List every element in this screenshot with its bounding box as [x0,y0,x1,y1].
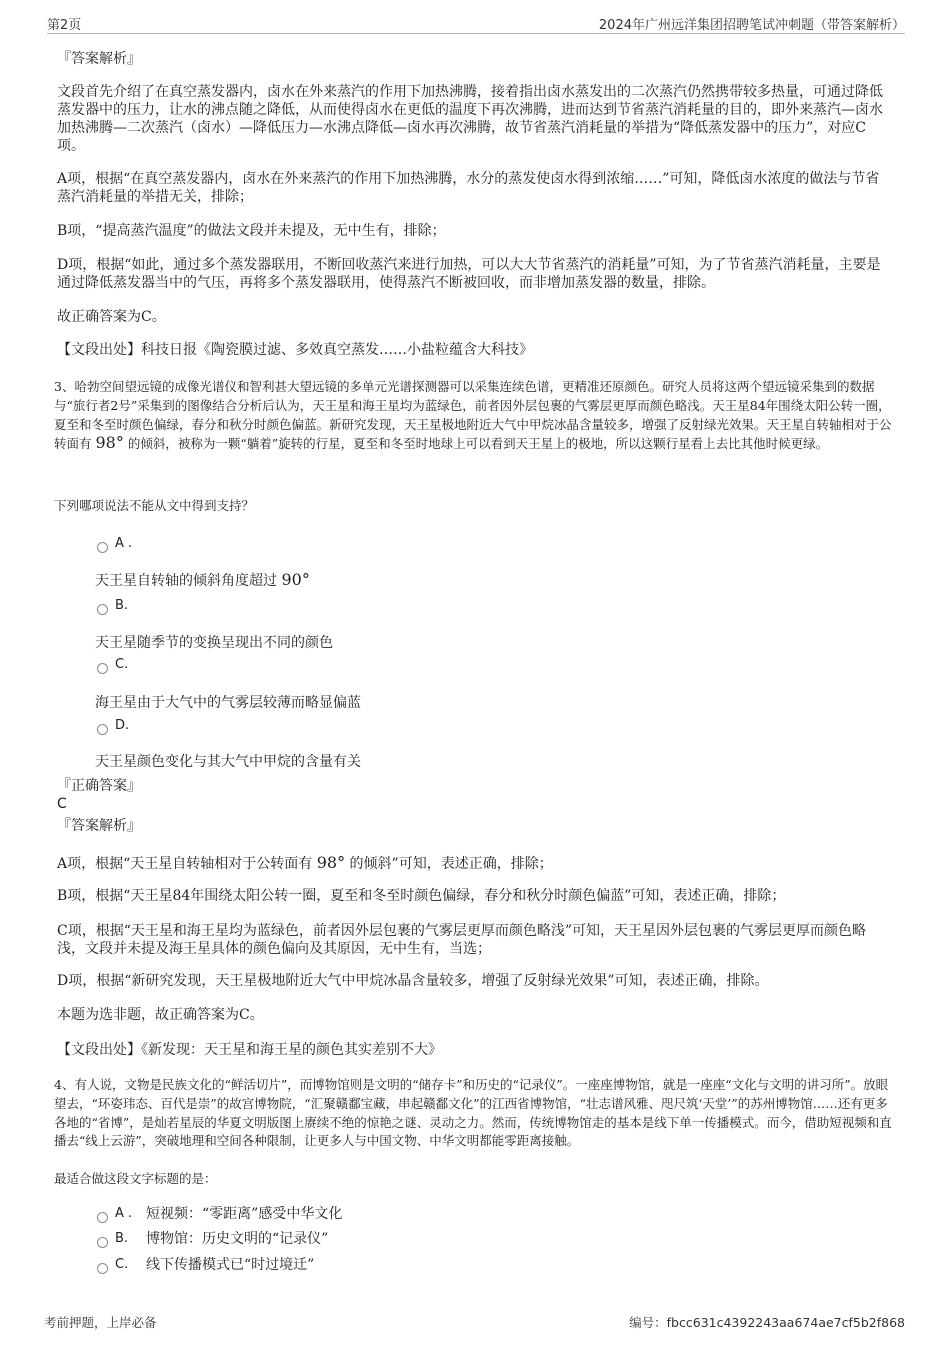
q3-answer-heading: 『正确答案』 [57,778,141,794]
q4-option-a-label: A . [115,1206,133,1221]
q3-analysis-a-angle: 98° [316,853,346,872]
q2-source: 【文段出处】科技日报《陶瓷膜过滤、多效真空蒸发……小盐粒蕴含大科技》 [57,342,533,358]
q2-analysis-option-b: B项，“提高蒸汽温度”的做法文段并未提及，无中生有，排除； [57,223,446,239]
q2-conclusion: 故正确答案为C。 [57,309,166,325]
q4-question: 最适合做这段文字标题的是： [54,1171,217,1186]
q3-option-a-radio[interactable] [97,542,108,553]
q3-stem-text-1: 3、哈勃空间望远镜的成像光谱仪和智利甚大望远镜的多单元光谱探测器可以采集连续色谱，更精准还原颜色。研究人员将这两个望远镜采集到的数据与“旅行者2号”采集到的图像结合分析后认为，天王星和海王星均为蓝绿色，前者因外层包裹的气雾层更厚而颜色略浅。天王星84年围绕太阳公转一圈，夏至和冬至时颜色偏绿，春分和秋分时颜色偏蓝。新研究发现，天王星极地附近大气中甲烷冰晶含量较多，增强了反射绿光效果。天王星自转轴相对于公转面有 [54,379,892,452]
q4-option-b-text[interactable]: 博物馆：历史文明的“记录仪” [146,1231,329,1247]
q3-option-a-text-body: 天王星自转轴的倾斜角度超过 [95,573,277,589]
q3-option-a-text[interactable] [95,571,310,590]
q3-option-d-text[interactable]: 天王星颜色变化与其大气中甲烷的含量有关 [95,754,361,770]
q3-option-a-label: A . [115,536,133,551]
q3-analysis-heading: 『答案解析』 [57,818,141,834]
q2-analysis-option-a: A项，根据“在真空蒸发器内，卤水在外来蒸汽的作用下加热沸腾，水分的蒸发使卤水得到浓缩……”可知，降低卤水浓度的做法与节省蒸汽消耗量的举措无关，排除； [57,171,880,205]
q3-option-d-label: D. [115,718,130,733]
q3-stem-angle: 98° [95,433,124,453]
q4-option-c-radio[interactable] [97,1263,108,1274]
footer-slogan: 考前押题，上岸必备 [44,1315,157,1330]
q3-option-d-radio[interactable] [97,724,108,735]
q3-option-a-angle: 90° [281,570,310,589]
q4-option-b-label: B. [115,1231,129,1246]
q4-option-b-radio[interactable] [97,1237,108,1248]
q3-option-b-label: B. [115,598,129,613]
document-title: 2024年广州远洋集团招聘笔试冲刺题（带答案解析） [598,18,905,33]
q3-conclusion: 本题为选非题，故正确答案为C。 [57,1007,264,1023]
q3-analysis-option-a [57,854,889,873]
q3-analysis-a-text-2: 的倾斜”可知，表述正确，排除； [349,856,553,872]
q3-stem-text-2: 的倾斜，被称为一颗“躺着”旋转的行星，夏至和冬至时地球上可以看到天王星上的极地，所以这颗行星看上去比其他时候更绿。 [127,436,829,452]
q4-option-a-radio[interactable] [97,1212,108,1223]
q3-analysis-option-d: D项，根据“新研究发现，天王星极地附近大气中甲烷冰晶含量较多，增强了反射绿光效果”可知，表述正确，排除。 [57,973,769,989]
q3-answer: C [57,796,67,812]
q4-stem: 4、有人说，文物是民族文化的“鲜活切片”，而博物馆则是文明的“储存卡”和历史的“记录仪”。一座座博物馆，就是一座座“文化与文明的讲习所”。放眼望去，“环姿玮态、百代是崇”的故宫博物院，“汇聚赣鄱宝藏，串起赣鄱文化”的江西省博物馆，“壮志谱风雅、咫尺筑‘天堂’”的苏州博物馆……还有更多各地的“省博”，是灿若星辰的华夏文明版图上赓续不绝的惊艳之谜、灵动之力。然而，传统博物馆走的基本是线下单一传播模式。而今，借助短视频和直播去“线上云游”，突破地理和空间各种限制，让更多人与中国文物、中华文明都能零距离接触。 [54,1077,892,1149]
q2-analysis-main: 文段首先介绍了在真空蒸发器内，卤水在外来蒸汽的作用下加热沸腾，接着指出卤水蒸发出的二次蒸汽仍然携带较多热量，可通过降低蒸发器中的压力，让水的沸点随之降低，从而使得卤水在更低的温度下再次沸腾，进而达到节省蒸汽消耗量的目的，即外来蒸汽—卤水加热沸腾—二次蒸汽（卤水）—降低压力—水沸点降低—卤水再次沸腾，故节省蒸汽消耗量的举措为“降低蒸发器中的压力”，对应C项。 [57,84,883,154]
q2-analysis-heading: 『答案解析』 [57,51,141,67]
q3-stem [54,378,898,454]
q3-analysis-a-text-1: A项，根据“天王星自转轴相对于公转面有 [57,856,313,872]
q2-analysis-option-d: D项，根据“如此，通过多个蒸发器联用，不断回收蒸汽来进行加热，可以大大节省蒸汽的消耗量”可知，为了节省蒸汽消耗量，主要是通过降低蒸发器当中的气压，再将多个蒸发器联用，使得蒸汽不断被回收，而非增加蒸发器的数量，排除。 [57,257,881,291]
q3-analysis-option-c: C项，根据“天王星和海王星均为蓝绿色，前者因外层包裹的气雾层更厚而颜色略浅”可知，天王星因外层包裹的气雾层更厚而颜色略浅，文段并未提及海王星具体的颜色偏向及其原因，无中生有，当选； [57,923,867,957]
q4-option-a-text[interactable]: 短视频：“零距离”感受中华文化 [146,1206,343,1222]
q3-option-c-text[interactable]: 海王星由于大气中的气雾层较薄而略显偏蓝 [95,695,361,711]
page-number: 第2页 [47,18,82,33]
q4-option-c-label: C. [115,1257,129,1272]
q3-option-c-label: C. [115,657,129,672]
page-header [47,8,905,34]
footer-serial: 编号：fbcc631c4392243aa674ae7cf5b2f868 [629,1315,905,1330]
q4-option-c-text[interactable]: 线下传播模式已“时过境迁” [146,1257,315,1273]
q3-analysis-option-b: B项，根据“天王星84年围绕太阳公转一圈，夏至和冬至时颜色偏绿，春分和秋分时颜色偏蓝”可知，表述正确，排除； [57,888,786,904]
q3-source: 【文段出处】《新发现：天王星和海王星的颜色其实差别不大》 [57,1042,442,1058]
q3-option-b-text[interactable]: 天王星随季节的变换呈现出不同的颜色 [95,635,333,651]
q3-option-b-radio[interactable] [97,604,108,615]
q3-option-c-radio[interactable] [97,663,108,674]
q3-question: 下列哪项说法不能从文中得到支持？ [54,498,255,513]
